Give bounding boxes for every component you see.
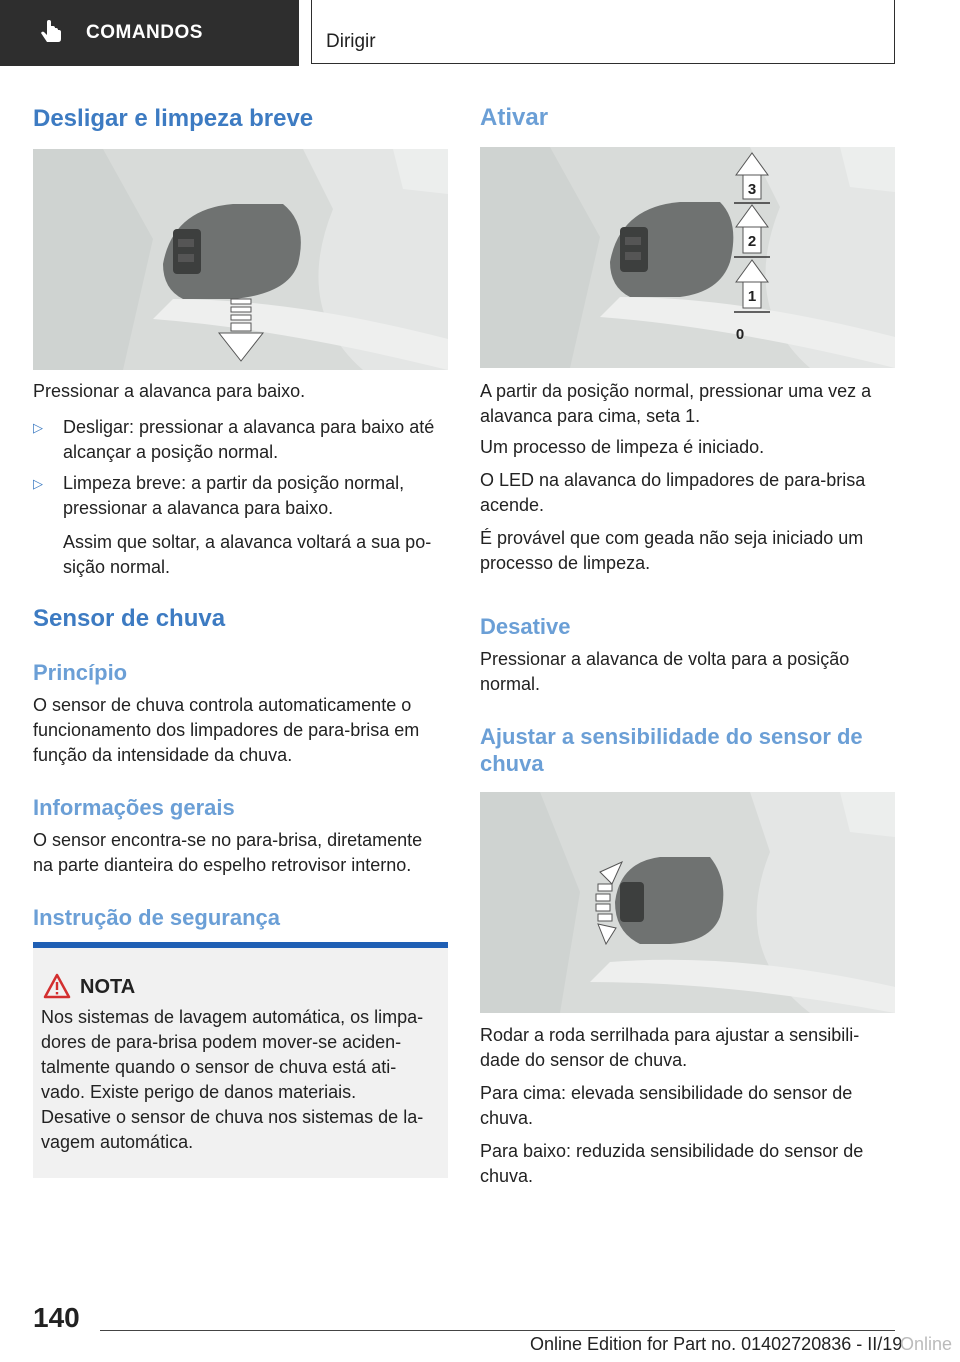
text-line: É provável que com geada não seja iniciado um (480, 528, 864, 548)
triangle-bullet-icon: ▷ (33, 420, 43, 435)
text-line: vado. Existe perigo de danos materiais. (41, 1082, 357, 1102)
heading-deactivate: Desative (480, 614, 571, 639)
note-box (33, 942, 448, 1178)
text-line: funcionamento dos limpadores de para-brisa em (33, 720, 420, 740)
text-line: Desative o sensor de chuva nos sistemas de la‐ (41, 1107, 424, 1127)
heading-sensitivity: Ajustar a sensibilidade do sensor de (480, 724, 863, 749)
arrow-label-3: 3 (747, 181, 757, 198)
heading-sensitivity-cont: chuva (480, 751, 544, 776)
arrow-label-2: 2 (747, 233, 757, 250)
section-tab (0, 0, 299, 66)
text-line: O LED na alavanca do limpadores de para-brisa (480, 470, 866, 490)
list-item: ▷ Limpeza breve: a partir da posição normal, pressionar a alavanca para baixo. Assim que soltar, a alavanca voltará a sua po‐ sição normal. (33, 473, 432, 577)
text-press-down: Pressionar a alavanca para baixo. (33, 381, 306, 401)
text-line: dade do sensor de chuva. (480, 1050, 688, 1070)
note-body (41, 1005, 443, 1155)
heading-safety: Instrução de segurança (33, 905, 280, 930)
footer-divider (100, 1330, 895, 1331)
heading-general-info: Informações gerais (33, 795, 235, 820)
illustration-lever-up (480, 147, 895, 368)
heading-activate: Ativar (480, 104, 549, 131)
text-line: chuva. (480, 1166, 534, 1186)
text-line: normal. (480, 674, 541, 694)
illustration-lever-down (33, 149, 448, 370)
text-line: Rodar a roda serrilhada para ajustar a sensibili‐ (480, 1025, 860, 1045)
text-line: talmente quando o sensor de chuva está ati‐ (41, 1057, 397, 1077)
arrow-label-1: 1 (747, 288, 757, 305)
edition-text: Online Edition for Part no. 01402720836 - II/19 (530, 1334, 903, 1354)
chapter-tab (311, 0, 895, 64)
heading-shutoff: Desligar e limpeza breve (33, 105, 314, 132)
text-line: O sensor encontra-se no para-brisa, diretamente (33, 830, 423, 850)
text-line: Nos sistemas de lavagem automática, os limpa‐ (41, 1007, 424, 1027)
text-line: Pressionar a alavanca de volta para a posição (480, 649, 850, 669)
list-item: ▷ Desligar: pressionar a alavanca para baixo até alcançar a posição normal. (33, 417, 435, 462)
heading-rain-sensor: Sensor de chuva (33, 605, 226, 632)
text-line: função da intensidade da chuva. (33, 745, 293, 765)
text-line: Para cima: elevada sensibilidade do sensor de (480, 1083, 853, 1103)
arrow-label-0: 0 (735, 326, 745, 343)
text-line: vagem automática. (41, 1132, 194, 1152)
text-line: acende. (480, 495, 545, 515)
text-line: processo de limpeza. (480, 553, 651, 573)
warning-triangle-icon (43, 973, 71, 999)
text-line: O sensor de chuva controla automaticamente o (33, 695, 412, 715)
text-line: Um processo de limpeza é iniciado. (480, 437, 765, 457)
note-title: NOTA (80, 976, 136, 998)
text-line: alavanca para cima, seta 1. (480, 406, 701, 426)
triangle-bullet-icon: ▷ (33, 476, 43, 491)
heading-principle: Princípio (33, 660, 128, 685)
text-line: chuva. (480, 1108, 534, 1128)
text-line: na parte dianteira do espelho retrovisor interno. (33, 855, 412, 875)
hand-pointer-icon (38, 19, 66, 47)
illustration-knurled-wheel (480, 792, 895, 1013)
chapter-title: Dirigir (326, 31, 376, 52)
page-number: 140 (33, 1302, 80, 1333)
watermark-text: Online (900, 1334, 953, 1354)
section-title: COMANDOS (86, 22, 203, 43)
text-line: dores de para-brisa podem mover-se aciden‐ (41, 1032, 402, 1052)
text-line: Para baixo: reduzida sensibilidade do sensor de (480, 1141, 864, 1161)
text-line: A partir da posição normal, pressionar uma vez a (480, 381, 872, 401)
